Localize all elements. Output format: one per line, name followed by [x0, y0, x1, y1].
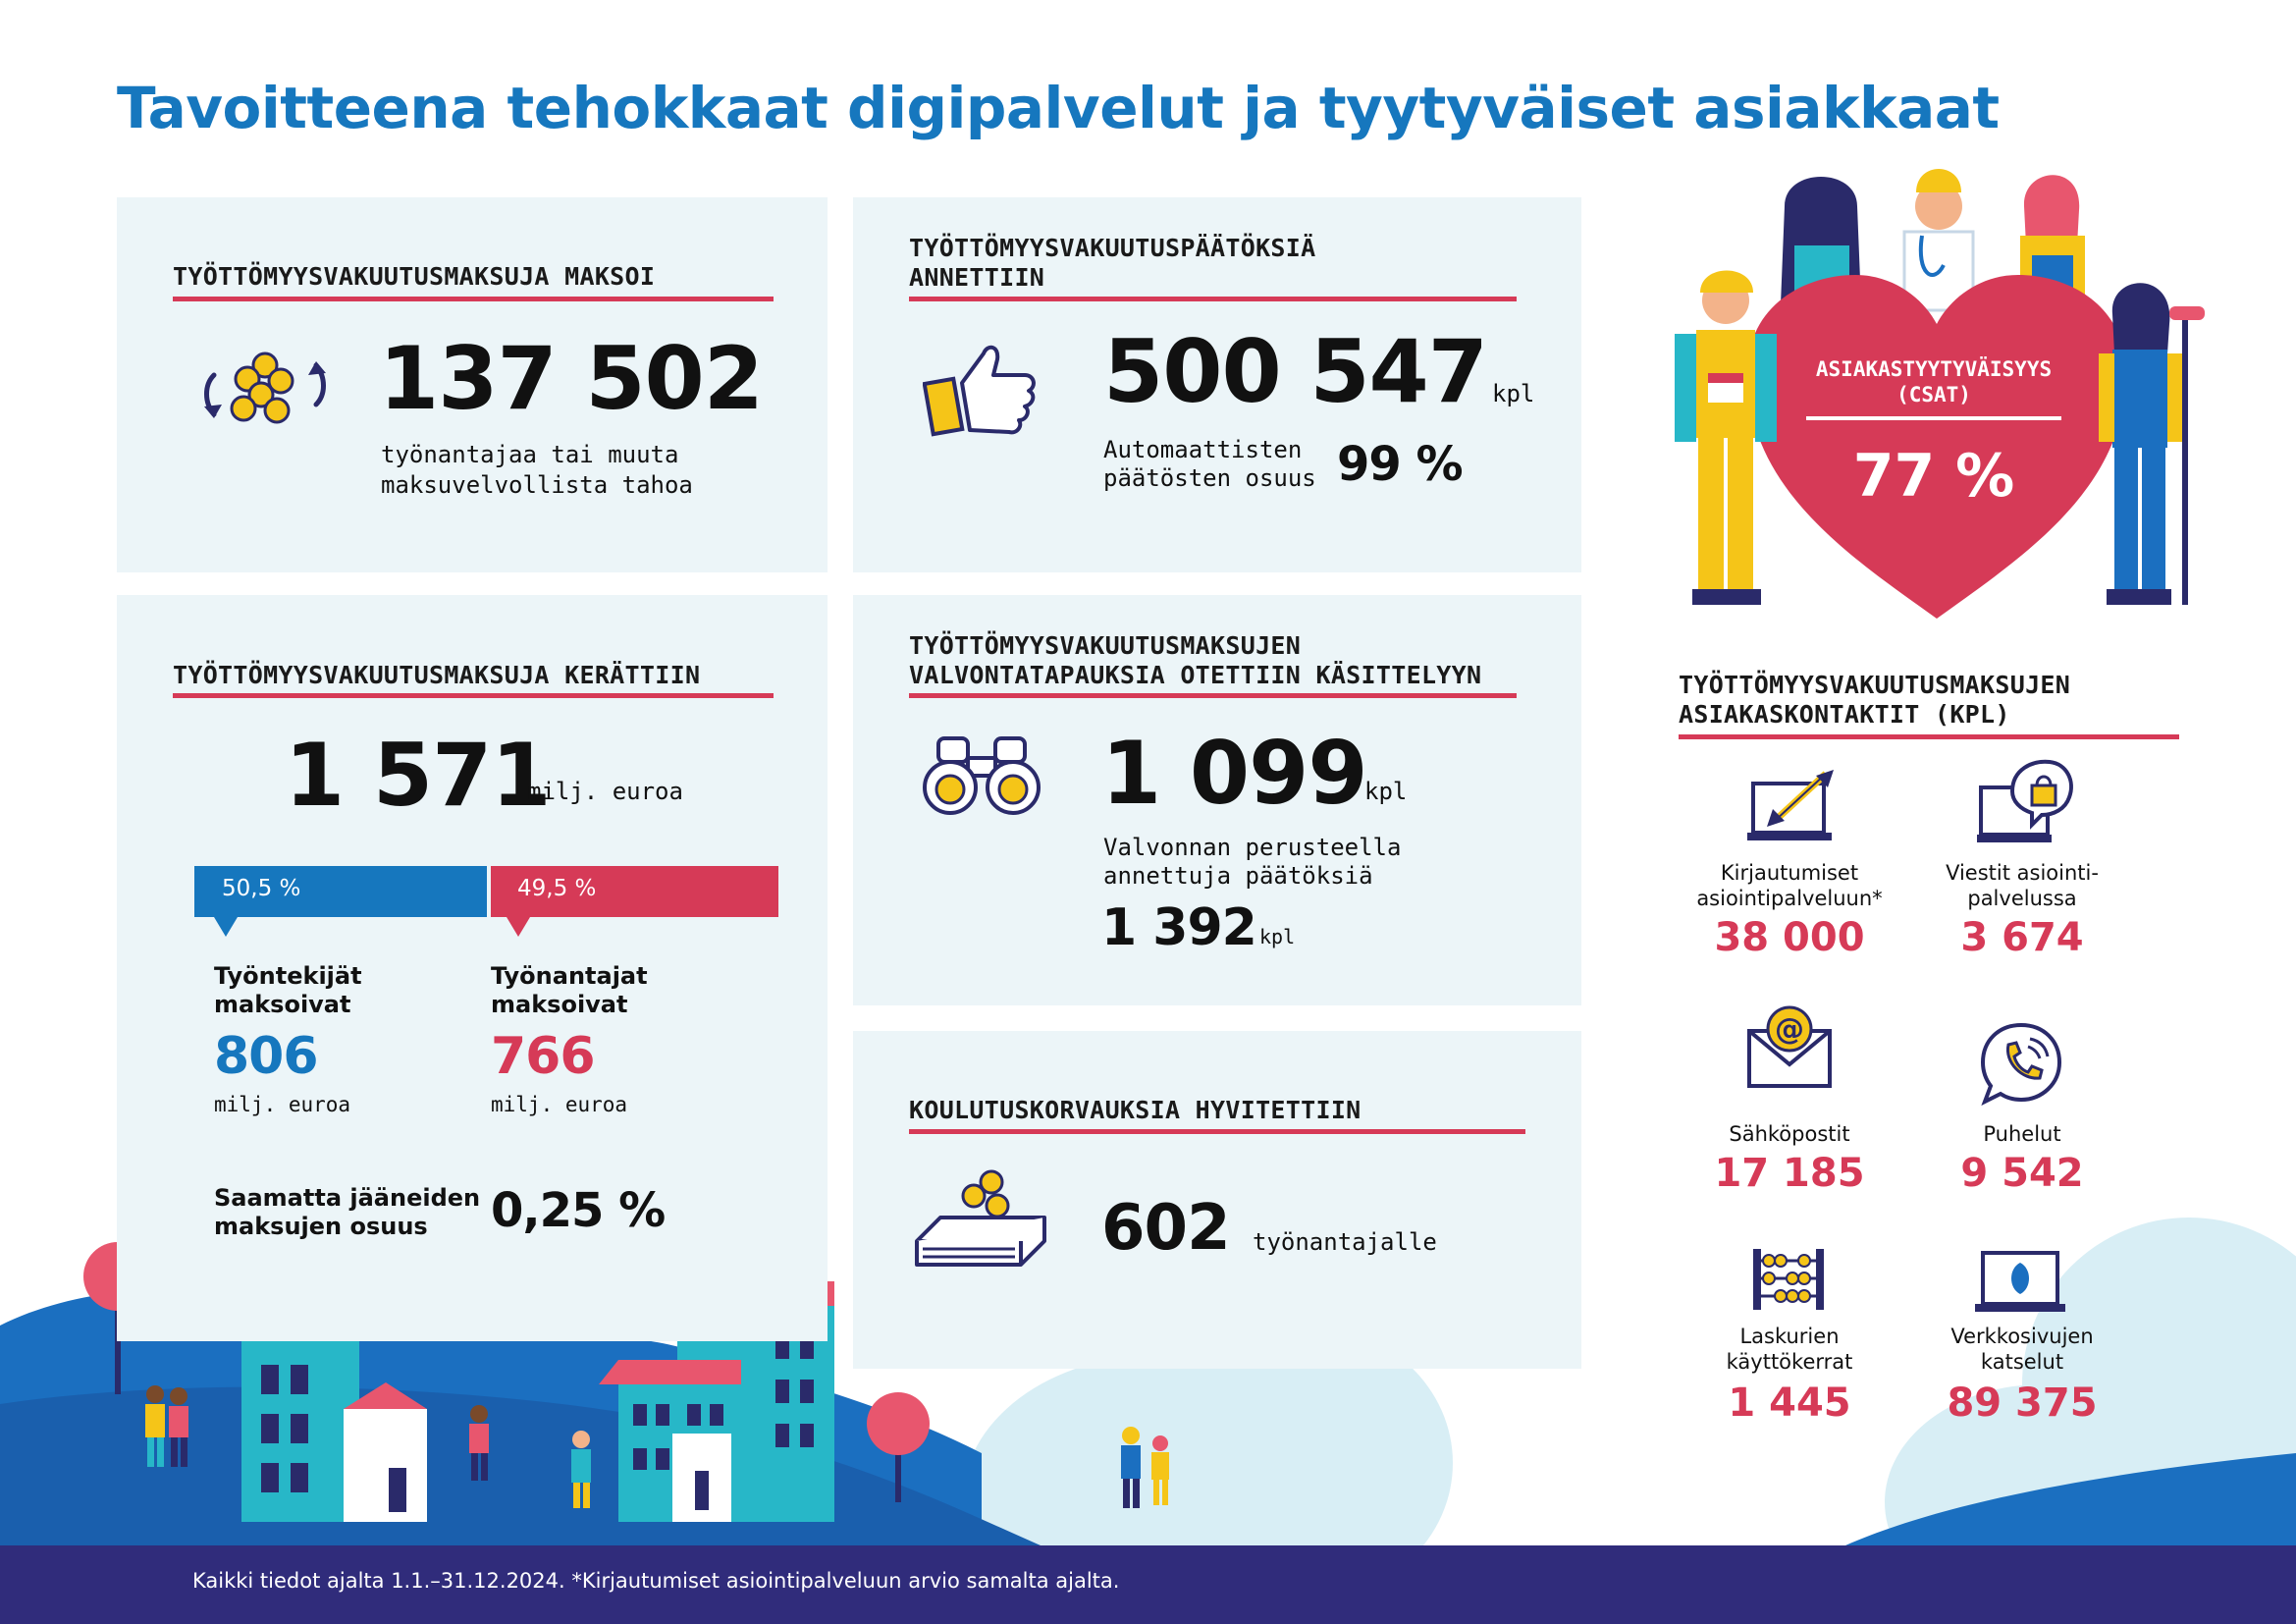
- contact-messages-label-line2: palvelussa: [1967, 887, 2077, 910]
- collected-unit: milj. euroa: [527, 778, 683, 805]
- contact-messages-label-line1: Viestit asiointi-: [1946, 861, 2099, 885]
- phone-call-icon: [1979, 1021, 2063, 1106]
- contact-calls-label: Puhelut: [1983, 1122, 2061, 1146]
- uncollected-value: 0,25 %: [491, 1183, 666, 1238]
- contact-calls-value: 9 542: [1960, 1151, 2084, 1196]
- thumbs-up-icon: [923, 334, 1041, 442]
- payers-value: 137 502: [379, 328, 764, 429]
- heading-underline: [909, 693, 1517, 698]
- employers-amount: 766: [491, 1027, 595, 1086]
- panel-training-heading: KOULUTUSKORVAUKSIA HYVITETTIIN: [909, 1096, 1362, 1124]
- laptop-web-icon: [1975, 1249, 2065, 1318]
- collected-value: 1 571: [285, 725, 551, 826]
- contact-calculators-label-line2: käyttökerrat: [1726, 1350, 1853, 1374]
- heading-underline: [173, 297, 774, 301]
- panel-decisions-heading-line1: TYÖTTÖMYYSVAKUUTUSPÄÄTÖKSIÄ: [909, 234, 1316, 262]
- employee-share-percent: 50,5 %: [222, 876, 301, 901]
- auto-share-value: 99 %: [1337, 437, 1463, 492]
- heading-underline: [1679, 734, 2179, 739]
- secure-message-icon: [1977, 758, 2075, 848]
- decisions-unit: kpl: [1492, 380, 1535, 407]
- contact-logins-label-line2: asiointipalveluun*: [1696, 887, 1883, 910]
- employees-amount-unit: milj. euroa: [214, 1093, 351, 1116]
- contact-calculators-value: 1 445: [1728, 1380, 1851, 1426]
- contact-logins-value: 38 000: [1714, 915, 1865, 960]
- contacts-heading-line2: ASIAKASKONTAKTIT (KPL): [1679, 700, 2010, 729]
- abacus-icon: [1749, 1245, 1828, 1314]
- footer-note: Kaikki tiedot ajalta 1.1.–31.12.2024. *Kirjautumiset asiointipalveluun arvio samalta ajalta.: [192, 1569, 1120, 1593]
- panel-payers-heading: TYÖTTÖMYYSVAKUUTUSMAKSUJA MAKSOI: [173, 262, 656, 291]
- training-unit: työnantajalle: [1253, 1228, 1437, 1256]
- panel-collected-heading: TYÖTTÖMYYSVAKUUTUSMAKSUJA KERÄTTIIN: [173, 661, 701, 689]
- contacts-heading-line1: TYÖTTÖMYYSVAKUUTUSMAKSUJEN: [1679, 671, 2071, 699]
- employee-share-pointer: [214, 917, 238, 937]
- supervision-sub-line1: Valvonnan perusteella: [1103, 834, 1402, 861]
- uncollected-label-line2: maksujen osuus: [214, 1213, 428, 1240]
- payers-desc-line2: maksuvelvollista tahoa: [381, 471, 693, 499]
- panel-supervision-heading-line2: VALVONTATAPAUKSIA OTETTIIN KÄSITTELYYN: [909, 661, 1482, 689]
- employers-amount-unit: milj. euroa: [491, 1093, 628, 1116]
- heading-underline: [173, 693, 774, 698]
- supervision-sub-value: 1 392: [1101, 898, 1256, 957]
- contact-calculators-label-line1: Laskurien: [1739, 1325, 1840, 1348]
- coins-cycle-icon: [196, 346, 334, 434]
- training-value: 602: [1101, 1192, 1230, 1265]
- contact-emails-label: Sähköpostit: [1729, 1122, 1850, 1146]
- contact-emails-value: 17 185: [1714, 1151, 1865, 1196]
- employer-share-pointer: [507, 917, 530, 937]
- panel-supervision-heading-line1: TYÖTTÖMYYSVAKUUTUSMAKSUJEN: [909, 631, 1302, 660]
- contact-webviews-label-line1: Verkkosivujen: [1950, 1325, 2094, 1348]
- page-title: Tavoitteena tehokkaat digipalvelut ja tyytyväiset asiakkaat: [117, 75, 2000, 141]
- payers-desc-line1: työnantajaa tai muuta: [381, 441, 679, 468]
- employees-amount: 806: [214, 1027, 318, 1086]
- laptop-login-icon: [1745, 770, 1840, 848]
- csat-label-line1: ASIAKASTYYTYVÄISYYS: [1815, 357, 2053, 381]
- contact-webviews-label-line2: katselut: [1980, 1350, 2064, 1374]
- employers-label-line2: maksoivat: [491, 991, 628, 1018]
- email-icon: [1745, 1003, 1834, 1090]
- auto-share-label-line1: Automaattisten: [1103, 436, 1303, 463]
- csat-label-line2: (CSAT): [1896, 383, 1971, 406]
- panel-decisions-heading-line2: ANNETTIIN: [909, 263, 1045, 292]
- binoculars-icon: [917, 734, 1046, 817]
- decisions-value: 500 547: [1103, 321, 1488, 422]
- contact-webviews-value: 89 375: [1947, 1380, 2098, 1426]
- supervision-value: 1 099: [1101, 723, 1367, 824]
- heading-underline: [909, 1129, 1525, 1134]
- supervision-sub-line2: annettuja päätöksiä: [1103, 862, 1373, 890]
- coins-on-book-icon: [911, 1168, 1050, 1276]
- employees-label-line2: maksoivat: [214, 991, 351, 1018]
- contact-messages-value: 3 674: [1960, 915, 2084, 960]
- employer-share-percent: 49,5 %: [517, 876, 597, 901]
- svg-text:@: @: [1775, 1012, 1804, 1047]
- heading-underline: [909, 297, 1517, 301]
- supervision-unit: kpl: [1364, 778, 1408, 805]
- auto-share-label-line2: päätösten osuus: [1103, 464, 1316, 492]
- employees-label-line1: Työntekijät: [214, 962, 362, 990]
- employers-label-line1: Työnantajat: [491, 962, 648, 990]
- supervision-sub-unit: kpl: [1259, 925, 1296, 948]
- uncollected-label-line1: Saamatta jääneiden: [214, 1184, 481, 1212]
- contact-logins-label-line1: Kirjautumiset: [1720, 861, 1859, 885]
- csat-value: 77 %: [1852, 442, 2015, 511]
